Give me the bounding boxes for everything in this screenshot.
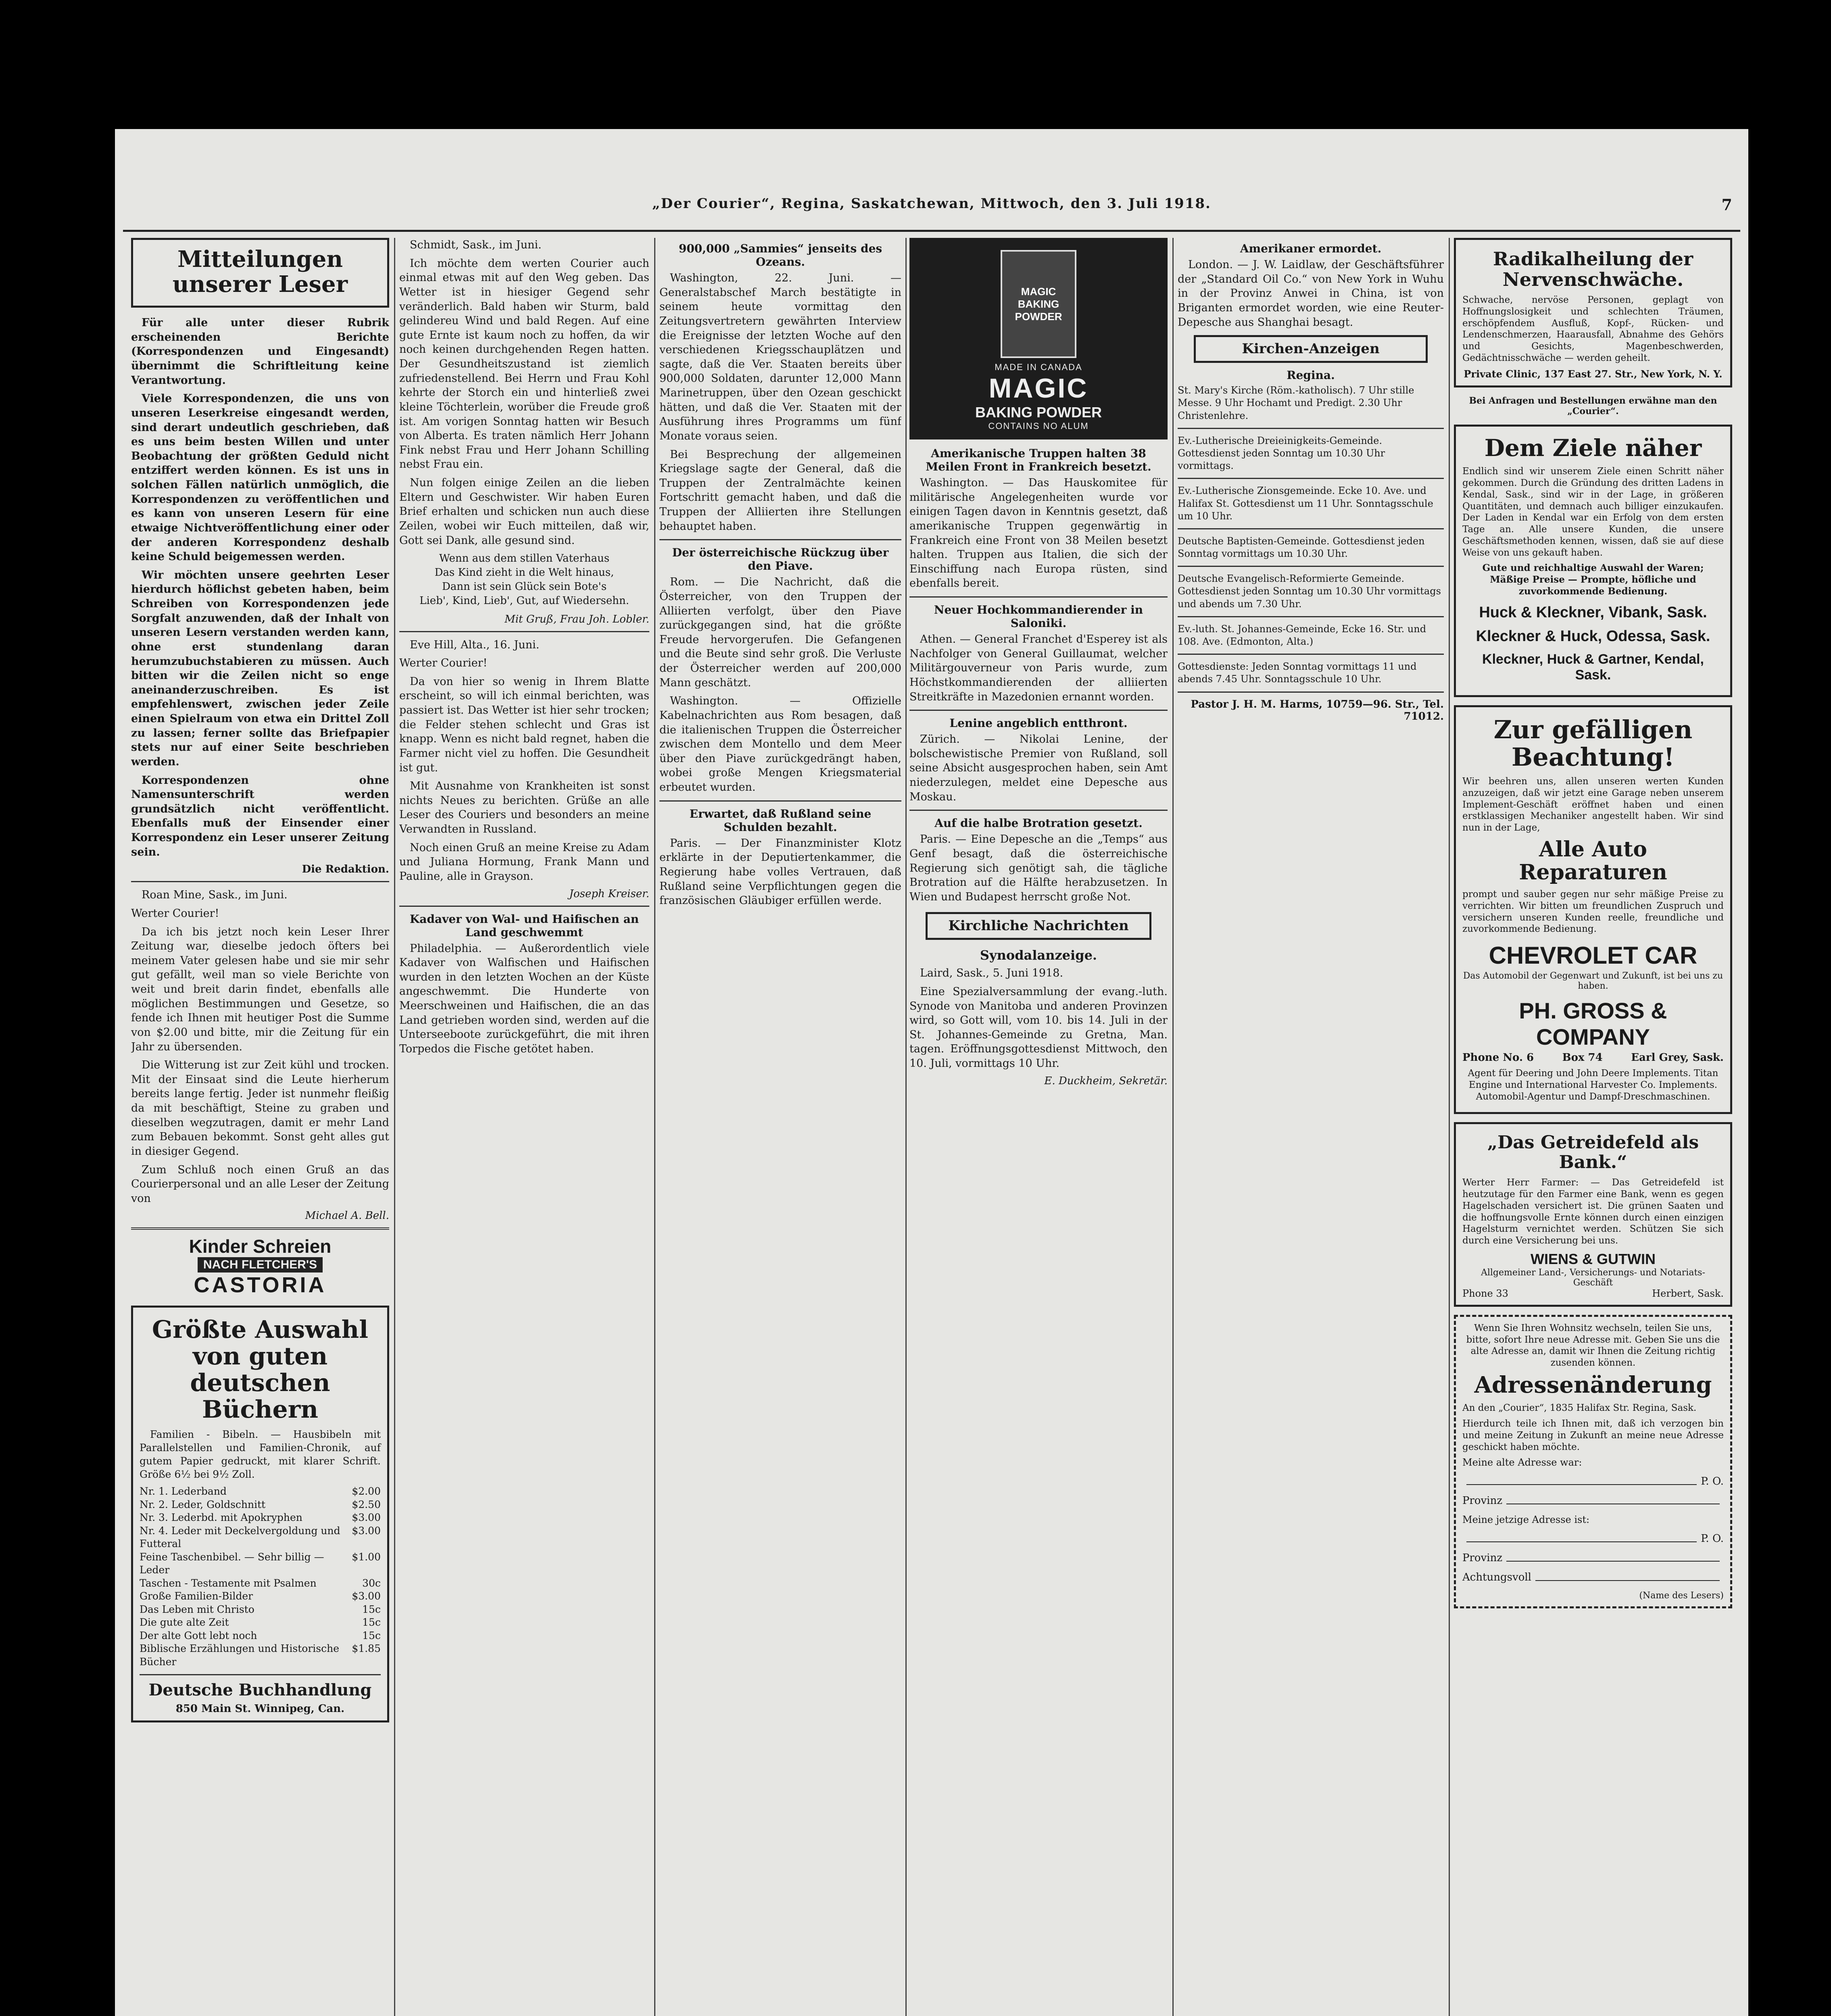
ad-subtitle: Alle Auto Reparaturen — [1519, 837, 1667, 885]
church-ads-box — [1194, 335, 1428, 363]
poem: Wenn aus dem stillen Vaterhaus Das Kind zieht in die Welt hinaus, Dann ist sein Glück sein Bote's Lieb', Kind, Lieb', Gut, auf Wiedersehn. — [419, 552, 629, 607]
news-headline: 900,000 „Sammies“ jenseits des Ozeans. — [678, 242, 882, 269]
book-name: Taschen - Testamente mit Psalmen — [140, 1577, 317, 1589]
made-in-label: MADE IN CANADA — [995, 362, 1082, 372]
divider — [909, 596, 1168, 598]
book-price: $2.50 — [352, 1498, 381, 1510]
news-paragraph: Rom. — Die Nachricht, daß die Österreicher, von den Truppen der Alliierten verfolgt, über den Piave zurückgegangen sind, hat die größte Freude hervorgerufen. Die Gefangenen und die Beute sind sehr groß. Die Verluste der Österreicher werden auf 200,000 Mann geschätzt. — [659, 576, 901, 689]
po-label: P. O. — [1701, 1533, 1724, 1545]
book-price: 15c — [362, 1629, 381, 1641]
bookshop-name: Deutsche Buchhandlung — [148, 1681, 372, 1700]
divider — [1178, 566, 1444, 567]
news-paragraph: London. — J. W. Laidlaw, der Geschäftsführer der „Standard Oil Co.“ von New York in Wuhu in der Provinz Anwei in China, ist von Briganten ermordet worden, wie eine Reuter-Depesche aus Shanghai besagt. — [1178, 258, 1444, 329]
news-headline: Amerikanische Truppen halten 38 Meilen Front in Frankreich besetzt. — [926, 447, 1151, 473]
signature: E. Duckheim, Sekretär. — [1044, 1075, 1168, 1087]
news-headline: Lenine angeblich entthront. — [949, 716, 1128, 730]
car-note: Das Automobil der Gegenwart und Zukunft, ist bei uns zu haben. — [1463, 971, 1723, 991]
column-3 — [659, 238, 901, 2016]
divider — [140, 1674, 381, 1675]
divider — [659, 539, 901, 540]
church-entry: Deutsche Evangelisch-Reformierte Gemeinde. Gottesdienst jeden Sonntag um 10.30 Uhr vormittags und abends um 7.30 Uhr. — [1178, 573, 1441, 610]
intro-paragraph: Korrespondenzen ohne Namensunterschrift werden grundsätzlich nicht veröffentlicht. Ebenfalls muß der Einsender einer Korrespondenz ein Leser unserer Zeitung sein. — [131, 774, 389, 858]
can-label: POWDER — [1015, 310, 1062, 323]
divider — [131, 881, 389, 882]
name-hint: (Name des Lesers) — [1639, 1591, 1724, 1601]
intro-paragraph: Viele Korrespondenzen, die uns von unseren Leserkreise eingesandt werden, sind derart undeutlich geschrieben, daß es uns beim besten Willen und unter Beobachtung der größten Geduld nicht entziffert werden können. Es ist uns in solchen Fällen natürlich unmöglich, die Korrespondenzen zu veröffentlichen und es kann von unseren Lesern für eine etwaige Nichtveröffentlichung einer oder der anderen Korrespondenz deshalb keine Schuld beigemessen werden. — [131, 392, 389, 563]
column-divider — [905, 238, 907, 2016]
book-name: Biblische Erzählungen und Historische Bücher — [140, 1643, 340, 1668]
ad-list: Gute und reichhaltige Auswahl der Waren; Mäßige Preise — Prompte, höfliche und zuvorkommende Bedienung. — [1482, 562, 1704, 597]
book-row — [140, 1577, 381, 1590]
province-label: Provinz — [1462, 1552, 1503, 1564]
ad-body: Werter Herr Farmer: — Das Getreidefeld ist heutzutage für den Farmer eine Bank, wenn es gegen Hagelschaden versichert ist. Die grünen Saaten und die hoffnungsvolle Ernte können durch einen einzigen Hagelsturm vernichtet werden. Schützen Sie sich durch eine Versicherung bei uns. — [1462, 1177, 1724, 1246]
divider — [1178, 616, 1444, 617]
signature: Michael A. Bell. — [305, 1210, 389, 1222]
book-row — [140, 1616, 381, 1629]
column-divider — [654, 238, 655, 2016]
firm-name: Kleckner & Huck, Odessa, Sask. — [1476, 627, 1710, 645]
signature: Joseph Kreiser. — [569, 887, 649, 900]
form-title: Adressenänderung — [1474, 1371, 1712, 1398]
column-2 — [399, 238, 649, 2016]
intro-paragraph: Für alle unter dieser Rubrik erscheinenden Berichte (Korrespondenzen und Eingesandt) übernimmt die Schriftleitung keine Verantwortung. — [131, 317, 389, 387]
company-contact — [1462, 1052, 1724, 1064]
letter-paragraph: Da ich bis jetzt noch kein Leser Ihrer Zeitung war, dieselbe jedoch öfters bei meinem Vater gelesen habe und sie mir sehr gut gefällt, weil man so viele Berichte von weit und breit darin findet, ebenfalls alle möglichen Bestimmungen und Gesetze, so fende ich Ihnen mit heutiger Post die Summe von $2.00 und bitte, mir die Zeitung für ein Jahr zu übersenden. — [131, 925, 389, 1053]
column-divider — [1172, 238, 1174, 2016]
company-phone: Phone No. 6 — [1462, 1052, 1534, 1064]
book-row — [140, 1629, 381, 1643]
firm-description: Allgemeiner Land-, Versicherungs- und Notariats-Geschäft — [1481, 1267, 1706, 1288]
book-name: Nr. 2. Leder, Goldschnitt — [140, 1498, 266, 1510]
car-brand: CHEVROLET CAR — [1489, 942, 1698, 969]
divider — [399, 631, 649, 632]
letter-paragraph: Noch einen Gruß an meine Kreise zu Adam und Juliana Hormung, Frank Mann und Pauline, alle in Grayson. — [399, 841, 649, 883]
ad-title: Dem Ziele näher — [1484, 434, 1702, 462]
divider — [1178, 528, 1444, 529]
signature: Mit Gruß, Frau Joh. Lobler. — [505, 613, 649, 625]
book-price: 15c — [362, 1616, 381, 1629]
book-row — [140, 1498, 381, 1512]
pastor-signature: Pastor J. H. M. Harms, 10759—96. Str., Tel. 71012. — [1191, 698, 1444, 723]
church-entry: St. Mary's Kirche (Röm.-katholisch). 7 Uhr stille Messe. 9 Uhr Hochamt und Predigt. 2.30 Uhr Christenlehre. — [1178, 385, 1414, 421]
masthead-line: „Der Courier“, Regina, Saskatchewan, Mittwoch, den 3. Juli 1918. — [652, 196, 1211, 212]
book-row — [140, 1524, 381, 1551]
book-name: Der alte Gott lebt noch — [140, 1629, 257, 1641]
form-recipient: An den „Courier“, 1835 Halifax Str. Regina, Sask. — [1462, 1403, 1697, 1414]
bookshop-address: 850 Main St. Winnipeg, Can. — [175, 1703, 345, 1715]
column-divider — [394, 238, 395, 2016]
book-price: 30c — [362, 1577, 381, 1589]
book-price: $3.00 — [352, 1524, 381, 1537]
divider — [1178, 691, 1444, 693]
book-row — [140, 1551, 381, 1577]
book-price: $1.00 — [352, 1551, 381, 1563]
church-entry: Deutsche Baptisten-Gemeinde. Gottesdienst jeden Sonntag vormittags um 10.30 Uhr. — [1178, 535, 1425, 560]
book-row — [140, 1642, 381, 1668]
news-paragraph: Philadelphia. — Außerordentlich viele Kadaver von Walfischen und Haifischen wurden in den letzten Wochen an der Küste angeschwemmt. Die Hunderte von Meerschweinen und Haifischen, die an das Land getrieben worden sind, werden auf die Unterseeboote zurückgeführt, die mit ihren Torpedos die Fische getötet haben. — [399, 942, 649, 1055]
address-change-form — [1454, 1315, 1732, 1609]
ad-title: Radikalheilung der Nervenschwäche. — [1493, 248, 1693, 290]
book-name: Nr. 4. Leder mit Deckelvergoldung und Futteral — [140, 1524, 340, 1550]
news-headline: Erwartet, daß Rußland seine Schulden bezahlt. — [689, 807, 872, 834]
ad-address: Private Clinic, 137 East 27. Str., New York, N. Y. — [1464, 368, 1723, 380]
news-paragraph: Paris. — Eine Depesche an die „Temps“ aus Genf besagt, daß die österreichische Regierung sich genötigt sah, die tägliche Brotration auf die Hälfte herabzusetzen. In Wien und Budapest herrscht große Not. — [909, 833, 1168, 903]
castoria-line: NACH FLETCHER'S — [198, 1257, 323, 1272]
letter-salutation: Werter Courier! — [399, 657, 488, 670]
book-name: Das Leben mit Christo — [140, 1603, 254, 1615]
castoria-line: Kinder Schreien — [189, 1236, 332, 1257]
new-province-field[interactable] — [1462, 1552, 1724, 1564]
castoria-line: CASTORIA — [194, 1273, 327, 1297]
synod-title: Synodalanzeige. — [980, 948, 1097, 963]
letter-place: Eve Hill, Alta., 16. Juni. — [410, 638, 540, 651]
news-headline: Der österreichische Rückzug über den Piave. — [672, 546, 889, 573]
letter-paragraph: Zum Schluß noch einen Gruß an das Courierpersonal und an alle Leser der Zeitung von — [131, 1163, 389, 1205]
intro-paragraph: Wir möchten unsere geehrten Leser hierdurch höflichst gebeten haben, beim Schreiben von Korrespondenzen jede Sorgfalt anzuwenden, daß der Inhalt von unseren Lesern verstanden werden kann, ohne erst stundenlang daran herumzubuchstabieren zu müssen. Auch bitten wir die Zeilen nicht so enge aneinanderzuschreiben. Es ist empfehlenswert, zwischen jeder Zeile einen Spielraum von etwa ein Drittel Zoll zu lassen; ferner sollte das Briefpapier stets nur auf einer Seite beschrieben werden. — [131, 569, 389, 768]
synod-place: Laird, Sask., 5. Juni 1918. — [920, 967, 1064, 980]
old-po-field[interactable] — [1462, 1475, 1724, 1487]
header-rule — [123, 230, 1740, 232]
form-old-label: Meine alte Adresse war: — [1462, 1457, 1582, 1468]
input-line[interactable] — [1506, 1495, 1720, 1504]
synod-paragraph: Eine Spezialversammlung der evang.-luth. Synode von Manitoba und anderen Provinzen wird, so Gott will, vom 10. bis 14. Juli in der St. Johannes-Gemeinde zu Gretna, Man. tagen. Eröffnungsgottesdienst Mittwoch, den 10. Juli, vormittags 10 Uhr. — [909, 985, 1168, 1070]
divider — [131, 1227, 389, 1230]
book-price: 15c — [362, 1603, 381, 1615]
letter-place: Schmidt, Sask., im Juni. — [410, 239, 542, 251]
section-title: Mitteilungen unserer Leser — [172, 246, 348, 298]
can-label: BAKING — [1018, 298, 1059, 310]
ad-body: Wir beehren uns, allen unseren werten Kunden anzuzeigen, daß wir jetzt eine Garage neben unserem Implement-Geschäft eröffnet haben und einen erstklassigen Mechaniker angestellt haben. Wir sind nun in der Lage, — [1462, 776, 1724, 833]
letter-paragraph: Mit Ausnahme von Krankheiten ist sonst nichts Neues zu berichten. Grüße an alle Leser des Couriers und besonders an meine Verwandten in Russland. — [399, 780, 649, 835]
church-ads-title: Kirchen-Anzeigen — [1242, 341, 1380, 357]
ad-title: „Das Getreidefeld als Bank.“ — [1487, 1132, 1699, 1173]
divider — [909, 810, 1168, 811]
signature: Die Redaktion. — [302, 863, 389, 876]
divider — [1178, 654, 1444, 655]
new-po-field[interactable] — [1462, 1533, 1724, 1545]
ad-body: prompt und sauber gegen nur sehr mäßige Preise zu verrichten. Wir bitten um freundlichen Zuspruch und versichern unseren Kunden reelle, freundliche und zuvorkommende Bedienung. — [1462, 889, 1724, 935]
company-name: PH. GROSS & COMPANY — [1519, 998, 1667, 1050]
divider — [399, 906, 649, 907]
form-body: Hierdurch teile ich Ihnen mit, daß ich verzogen bin und meine Zeitung in Zukunft an meine neue Adresse geschickt haben möchte. — [1462, 1418, 1724, 1452]
page-number: 7 — [1721, 196, 1732, 214]
ad-body: Endlich sind wir unserem Ziele einen Schritt näher gekommen. Durch die Gründung des dritten Ladens in Kendal, Sask., sind wir in der Lage, in größeren Quantitäten, und demnach auch billiger einzukaufen. Der Laden in Kendal war ein Erfolg von dem ersten Tage an. Alle unsere Kunden, die unsere Geschäftsmethoden kennen, wissen, daß sie auf diese Weise von uns gekauft haben. — [1462, 466, 1724, 558]
church-news-title: Kirchliche Nachrichten — [948, 918, 1129, 934]
firm-name: WIENS & GUTWIN — [1531, 1250, 1656, 1267]
book-row — [140, 1590, 381, 1603]
church-entry: Gottesdienste: Jeden Sonntag vormittags 11 und abends 7.45 Uhr. Sonntagsschule 10 Uhr. — [1178, 661, 1417, 685]
divider — [1178, 478, 1444, 479]
magic-tagline: CONTAINS NO ALUM — [988, 421, 1089, 431]
baking-powder-can-image — [1001, 250, 1076, 358]
church-city: Regina. — [1287, 369, 1335, 382]
book-name: Große Familien-Bilder — [140, 1590, 253, 1602]
bookshop-title: Größte Auswahl von guten deutschen Büchern — [152, 1316, 369, 1424]
news-paragraph: Washington. — Offizielle Kabelnachrichten aus Rom besagen, daß die italienischen Truppen die Österreicher zwischen dem Montello und dem Meer über den Piave zurückgedrängt haben, wobei große Mengen Kriegsmaterial erbeutet wurden. — [659, 695, 901, 793]
book-price: $1.85 — [352, 1643, 381, 1655]
church-news-box — [926, 912, 1151, 940]
ad-note: Bei Anfragen und Bestellungen erwähne man den „Courier“. — [1469, 395, 1717, 417]
magic-brand: MAGIC — [988, 373, 1089, 404]
book-price: $3.00 — [352, 1512, 381, 1524]
church-entry: Ev.-luth. St. Johannes-Gemeinde, Ecke 16. Str. und 108. Ave. (Edmonton, Alta.) — [1178, 623, 1426, 648]
letter-paragraph: Die Witterung ist zur Zeit kühl und trocken. Mit der Einsaat sind die Leute hierherum bereits lange fertig. Jeder ist nunmehr fleißig da mit beschäftigt, Steine zu graben und dieselben wegzutragen, damit er mehr Land zum Bebauen bekommt. Sonst geht alles gut in diesiger Gegend. — [131, 1059, 389, 1158]
news-headline: Auf die halbe Brotration gesetzt. — [934, 816, 1143, 830]
newspaper-page — [115, 129, 1748, 2016]
po-label: P. O. — [1701, 1475, 1724, 1488]
section-title-box — [131, 238, 389, 308]
column-6 — [1454, 238, 1732, 2016]
book-row — [140, 1603, 381, 1616]
church-entry: Ev.-Lutherische Dreieinigkeits-Gemeinde. Gottesdienst jeden Sonntag um 10.30 Uhr vormittags. — [1178, 435, 1385, 472]
news-paragraph: Zürich. — Nikolai Lenine, der bolschewistische Premier von Rußland, soll seine Absicht ausgesprochen haben, sein Amt niederzulegen, meldet eine Depesche aus Moskau. — [909, 733, 1168, 803]
nervous-cure-ad — [1454, 238, 1732, 387]
firm-name: Huck & Kleckner, Vibank, Sask. — [1479, 604, 1707, 621]
column-5 — [1178, 238, 1444, 2016]
column-1 — [131, 238, 389, 2016]
divider — [909, 710, 1168, 711]
divider — [659, 800, 901, 802]
letter-paragraph: Da von hier so wenig in Ihrem Blatte erscheint, so will ich einmal berichten, was passiert ist. Das Wetter ist hier sehr trocken; die Felder stehen schlecht und Gras ist knapp. Wenn es nicht bald regnet, haben die Farmer nicht viel zu hoffen. Die Gesundheit ist gut. — [399, 675, 649, 774]
book-price: $2.00 — [352, 1485, 381, 1497]
input-line[interactable] — [1535, 1571, 1720, 1581]
form-note: Wenn Sie Ihren Wohnsitz wechseln, teilen Sie uns, bitte, sofort Ihre neue Adresse mit. Geben Sie uns die alte Adresse an, damit wir Ihnen die Zeitung richtig zusenden können. — [1466, 1322, 1720, 1368]
store-ad — [1454, 425, 1732, 697]
ad-body: Schwache, nervöse Personen, geplagt von Hoffnungslosigkeit und schlechten Träumen, erschöpfendem Ausfluß, Kopf-, Rücken- und Lendenschmerzen, Haarausfall, Abnahme des Gehörs und Gesichts, Magenbeschwerden, Gedächtnisschwäche — werden geheilt. — [1462, 295, 1724, 363]
input-line[interactable] — [1466, 1533, 1697, 1542]
can-label: MAGIC — [1021, 285, 1056, 298]
magic-baking-powder-ad — [909, 238, 1168, 439]
news-paragraph: Bei Besprechung der allgemeinen Kriegslage sagte der General, daß die Truppen der Zentralmächte keinen Fortschritt gemacht haben, und daß die Truppen der Alliierten ihre Stellungen behauptet haben. — [659, 448, 901, 533]
ad-title: Zur gefälligen Beachtung! — [1493, 714, 1693, 772]
insurance-ad — [1454, 1122, 1732, 1306]
news-headline: Kadaver von Wal- und Haifischen an Land geschwemmt — [409, 912, 639, 939]
book-name: Nr. 1. Lederband — [140, 1485, 227, 1497]
column-divider — [1449, 238, 1450, 2016]
company-place: Earl Grey, Sask. — [1631, 1052, 1724, 1064]
divider — [1178, 428, 1444, 429]
church-entry: Ev.-Lutherische Zionsgemeinde. Ecke 10. Ave. und Halifax St. Gottesdienst um 11 Uhr. Sonntagsschule um 10 Uhr. — [1178, 485, 1433, 522]
book-name: Feine Taschenbibel. — Sehr billig — Leder — [140, 1551, 324, 1576]
old-province-field[interactable] — [1462, 1495, 1724, 1507]
respect-label: Achtungsvoll — [1462, 1571, 1531, 1584]
letter-paragraph: Ich möchte dem werten Courier auch einmal etwas mit auf den Weg geben. Das Wetter ist in hiesiger Gegend sehr veränderlich. Bald haben wir Sturm, bald gelindereu Wind und bald Regen. Auf eine gute Ernte ist kaum noch zu hoffen, da wir noch keinen durchgehenden Regen hatten. Der Gesundheitszustand ist ziemlich zufriedenstellend. Bei Herrn und Frau Kohl kehrte der Storch ein und hinterließ zwei kleine Töchterlein, worüber die Freude groß ist. Am vorigen Sonntag hatten wir Besuch von Alberta. Es traten nämlich Herr Johann Fink nebst Frau und Herr Johann Schilling nebst Frau ein. — [399, 257, 649, 471]
church-list — [1178, 384, 1444, 692]
garage-ad — [1454, 705, 1732, 1114]
letter-paragraph: Nun folgen einige Zeilen an die lieben Eltern und Geschwister. Wir haben Euren Brief erhalten und schicken nun auch diese Zeilen, wobei wir Euch mitteilen, daß wir, Gott sei Dank, alle gesund sind. — [399, 477, 649, 547]
book-row — [140, 1511, 381, 1524]
letter-salutation: Werter Courier! — [131, 907, 219, 920]
form-new-label: Meine jetzige Adresse ist: — [1462, 1514, 1590, 1526]
firm-contact — [1462, 1288, 1724, 1299]
signature-field[interactable] — [1462, 1571, 1724, 1583]
letter-place: Roan Mine, Sask., im Juni. — [142, 889, 288, 902]
news-headline: Neuer Hochkommandierender in Saloniki. — [934, 603, 1143, 630]
firm-name: Kleckner, Huck & Gartner, Kendal, Sask. — [1482, 651, 1704, 683]
book-price: $3.00 — [352, 1590, 381, 1602]
province-label: Provinz — [1462, 1495, 1503, 1507]
firm-phone: Phone 33 — [1462, 1287, 1508, 1299]
company-box: Box 74 — [1562, 1052, 1603, 1064]
book-name: Nr. 3. Lederbd. mit Apokryphen — [140, 1512, 302, 1524]
company-services: Agent für Deering und John Deere Implements. Titan Engine und International Harvester Co. Implements. Automobil-Agentur und Dampf-Dreschmaschinen. — [1468, 1068, 1718, 1102]
news-paragraph: Washington. — Das Hauskomitee für militärische Angelegenheiten wurde vor einigen Tagen davon in Kenntnis gesetzt, daß amerikanische Truppen gegenwärtig in Frankreich eine Front von 38 Meilen besetzt halten. Truppen aus Italien, die sich der Einschiffung nach Europa rüsten, sind ebenfalls bereit. — [909, 477, 1168, 590]
book-price-list — [140, 1485, 381, 1668]
column-4 — [909, 238, 1168, 2016]
bookshop-intro: Familien - Bibeln. — Hausbibeln mit Parallelstellen und Familien-Chronik, auf gutem Papier gedruckt, mit klarer Schrift. Größe 6½ bei 9½ Zoll. — [140, 1429, 381, 1481]
book-name: Die gute alte Zeit — [140, 1616, 229, 1629]
news-paragraph: Athen. — General Franchet d'Esperey ist als Nachfolger von General Guillaumat, welcher Militärgouverneur von Paris wurde, zum Höchstkommandierenden der alliierten Streitkräfte in Mazedonien ernannt worden. — [909, 633, 1168, 703]
castoria-ad — [131, 1235, 389, 1297]
bookshop-ad — [131, 1306, 389, 1722]
input-line[interactable] — [1506, 1552, 1720, 1562]
book-row — [140, 1485, 381, 1498]
news-paragraph: Washington, 22. Juni. — Generalstabschef March bestätigte in seinem heute vormittag den Zeitungsvertretern gewährten Interview die Ereignisse der letzten Woche auf den verschiedenen Kriegsschauplätzen und sagte, daß die Ver. Staaten bereits über 900,000 Soldaten, darunter 12,000 Mann Marinetruppen, über den Ozean geschickt hätten, und daß die Ver. Staaten mit der Ausführung ihres Programms um fünf Monate voraus seien. — [659, 272, 901, 442]
news-paragraph: Paris. — Der Finanzminister Klotz erklärte in der Deputiertenkammer, die Regierung habe volles Vertrauen, daß Rußland seine Verpflichtungen gegen die französischen Gläubiger erfüllen werde. — [659, 837, 901, 907]
news-headline: Amerikaner ermordet. — [1240, 242, 1382, 255]
input-line[interactable] — [1466, 1475, 1697, 1485]
firm-place: Herbert, Sask. — [1652, 1287, 1724, 1299]
magic-product-name: BAKING POWDER — [975, 404, 1102, 421]
